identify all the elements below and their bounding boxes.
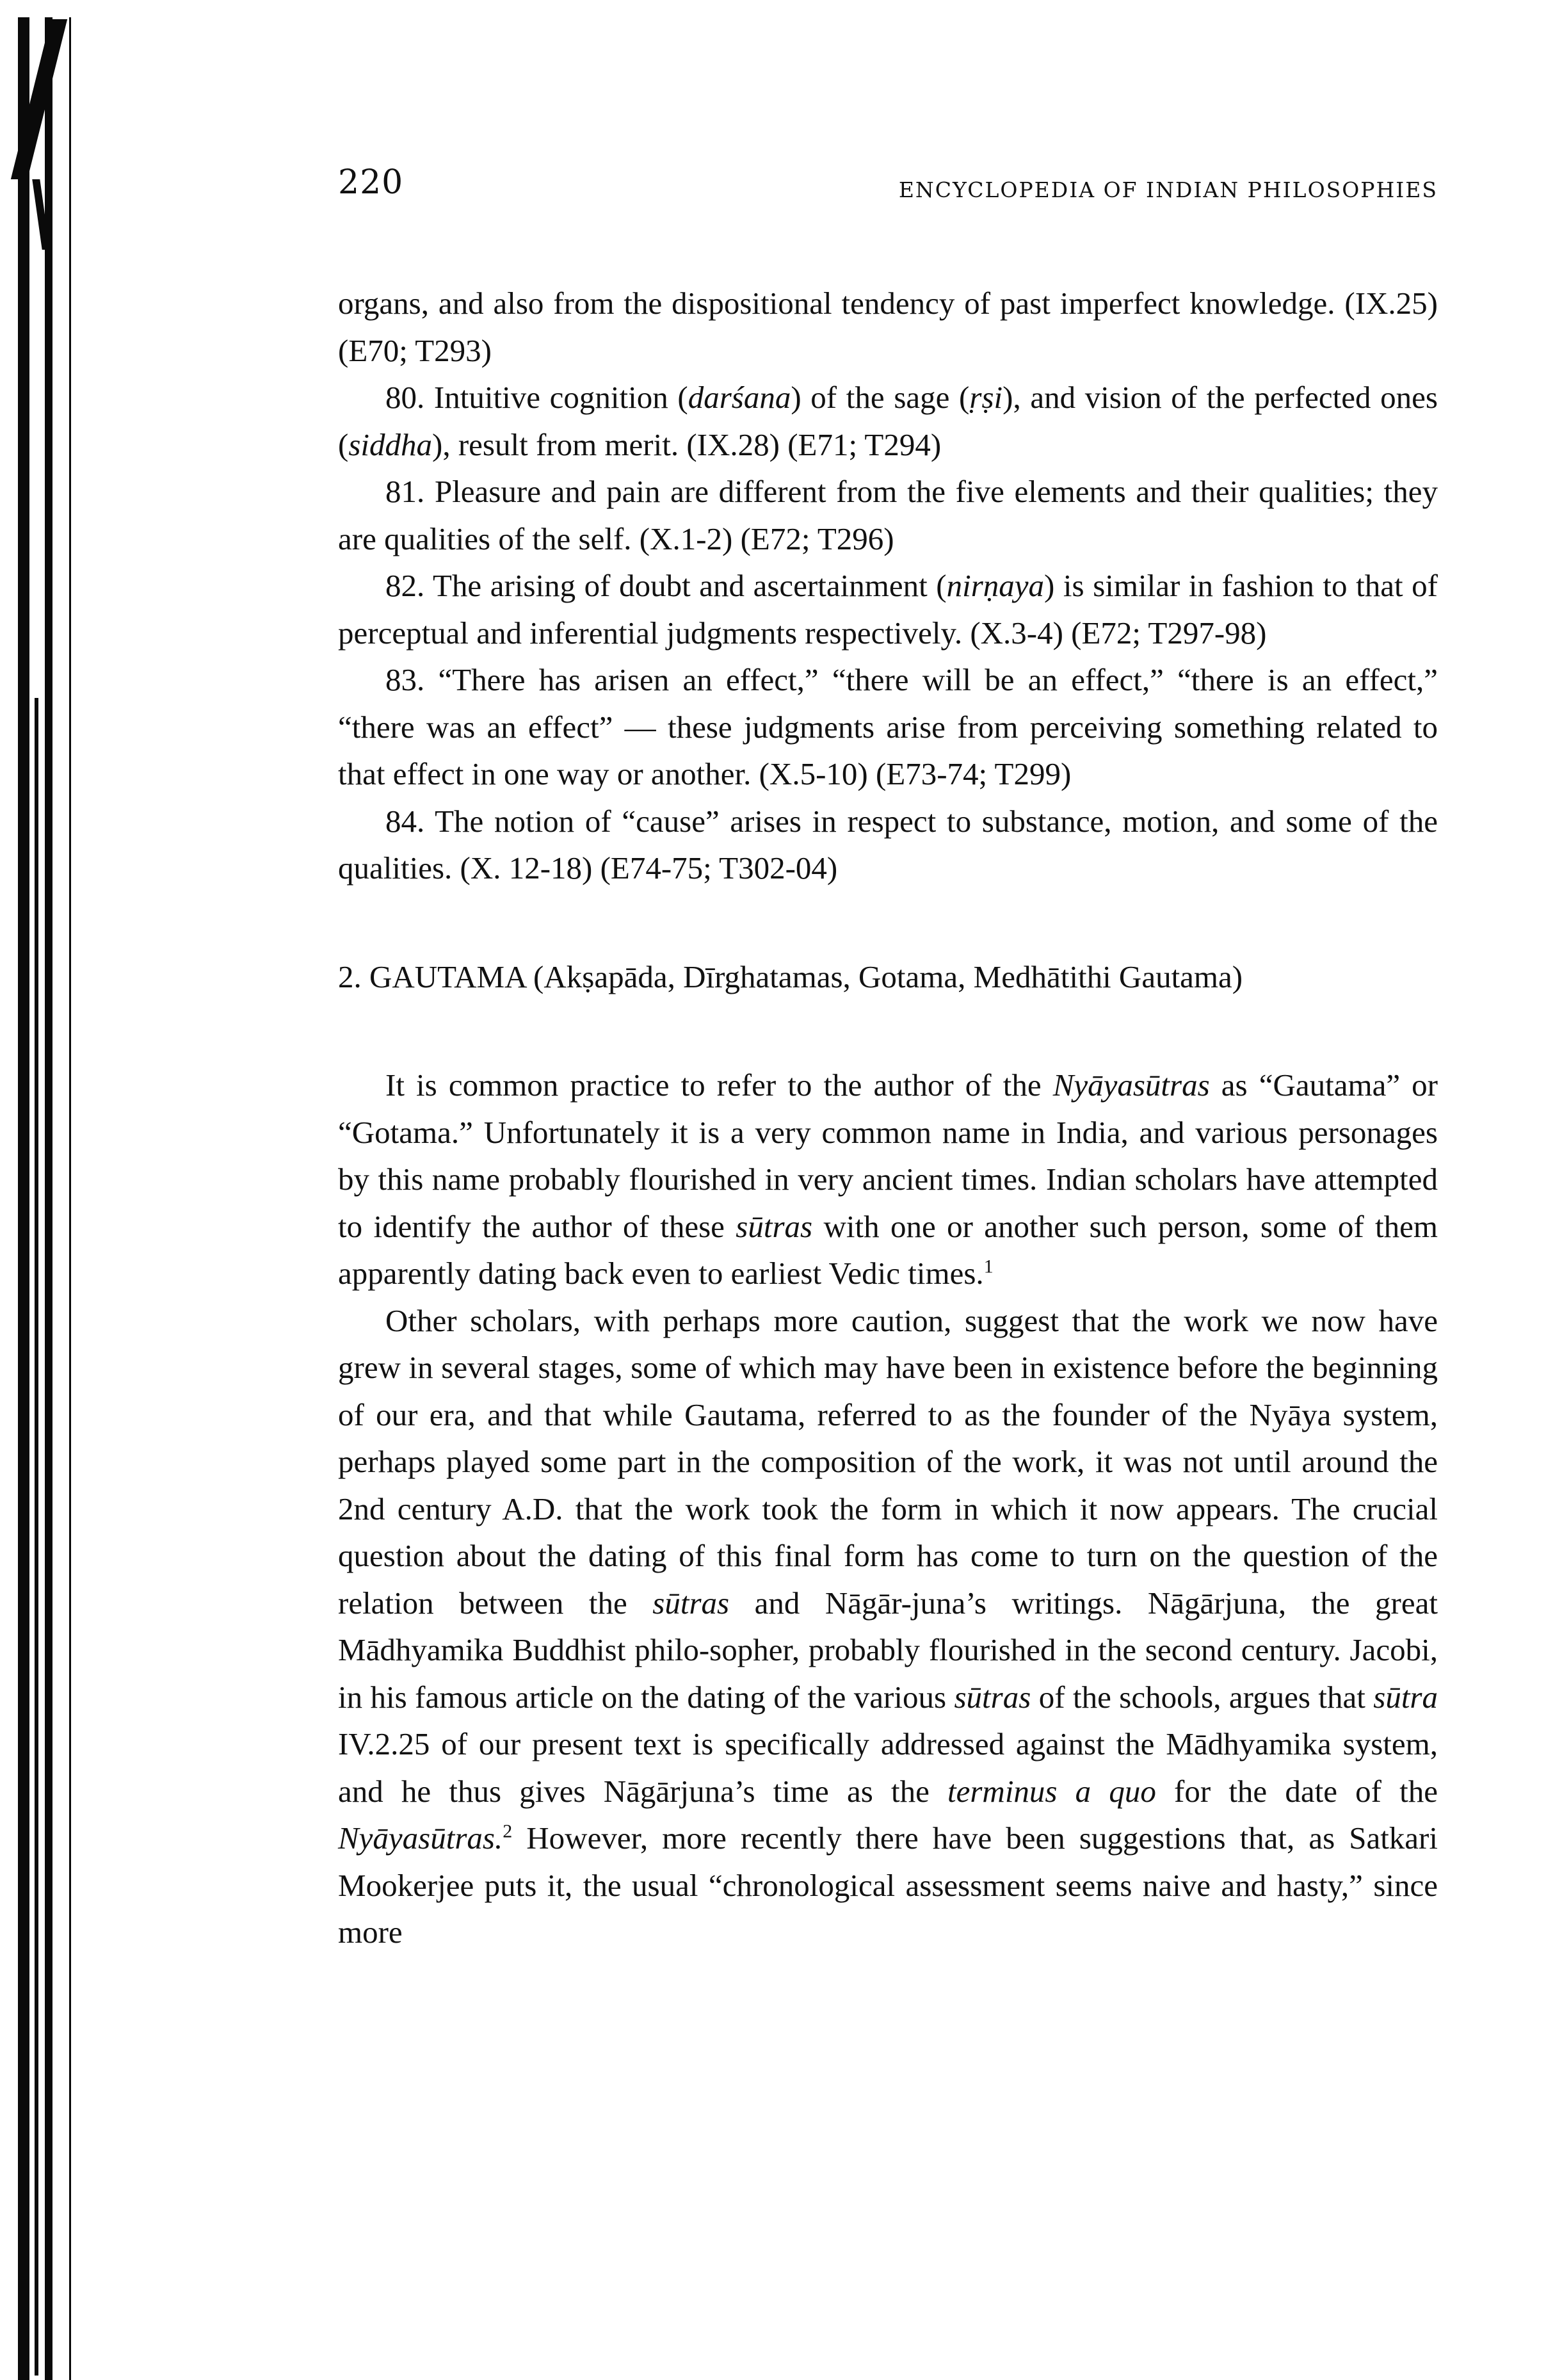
text-run: for the date of the [1155,1773,1438,1809]
footnote-ref[interactable]: 1 [983,1256,994,1277]
item-number: 82. [385,568,425,603]
text-run: The notion of “cause” arises in respect to substance, motion, and some of the qualities. (X. 12-18) (E74-75; T302-04) [338,803,1438,886]
italic-term: nirṇaya [946,568,1045,603]
text-run: “There has arisen an effect,” “there will be an effect,” “there is an effect,” “there was an effect” — these judgments arise from perceiving something related to that effect in one way or another. (X.5-10) (E73-74; T299) [338,662,1438,791]
continuation-paragraph: organs, and also from the dispositional tendency of past imperfect knowledge. (IX.25) (E70; T293) [338,286,1438,368]
paragraph [338,1062,1438,1297]
text-run: with one or another such person, some of them apparently dating back even to earliest Vedic times. [338,1208,1438,1291]
text-run: It is common practice to refer to the author of the [385,1067,1053,1103]
text-run: The arising of doubt and ascertainment ( [424,568,947,603]
italic-term: sūtras [954,1679,1031,1715]
item-number: 80. [385,380,425,415]
page-number: 220 [338,163,404,202]
running-title: ENCYCLOPEDIA OF INDIAN PHILOSOPHIES [898,177,1438,202]
italic-term: sūtras [736,1208,813,1244]
italic-term: terminus a quo [947,1773,1156,1809]
numbered-item [338,798,1438,892]
binding-shadow [35,698,38,2376]
numbered-item [338,468,1438,562]
italic-term: sūtra [1373,1679,1438,1715]
item-number: 83. [385,662,425,697]
italic-term: darśana [688,380,791,415]
text-run: ), and vision of the perfected ones ( [338,380,1438,462]
italic-term: sūtras [652,1585,730,1621]
binding-shadow [18,17,29,2380]
binding-shadow [69,17,71,2380]
italic-term: Nyāyasūtras. [338,1820,503,1856]
item-number: 84. [385,803,425,839]
text-run: as “Gautama” or “Gotama.” Unfortunately it is a very common name in India, and various personages by this name probably flourished in very ancient times. Indian scholars have attempted to identify the author of these [338,1067,1438,1244]
text-run: and Nāgār-juna’s writings. Nāgārjuna, the great Mādhyamika Buddhist philo-sopher, probably flourished in the second century. Jacobi, in his famous article on the dating of the various [338,1585,1438,1715]
italic-term: ṛṣi [969,380,1003,415]
numbered-item [338,562,1438,656]
text-run: ), result from merit. (IX.28) (E71; T294) [432,426,942,462]
numbered-item [338,656,1438,798]
text-run: ) of the sage ( [791,380,970,415]
text-run: of the schools, argues that [1031,1679,1374,1715]
binding-shadow [45,17,52,2380]
section-heading: 2. GAUTAMA (Akṣapāda, Dīrghatamas, Gotama, Medhātithi Gautama) [338,959,1243,994]
italic-term: siddha [348,426,433,462]
body-text [338,280,1438,1956]
numbered-items [338,374,1438,892]
numbered-item [338,374,1438,468]
text-run: Pleasure and pain are different from the five elements and their qualities; they are qualities of the self. (X.1-2) (E72; T296) [338,474,1438,556]
running-head [338,163,1438,215]
book-page [338,163,1438,1956]
scan-binding-edge [0,0,83,2379]
paragraph [338,1297,1438,1956]
text-run: Intuitive cognition ( [424,380,688,415]
text-run: IV.2.25 of our present text is specifically addressed against the Mādhyamika system, and he thus gives Nāgārjuna’s time as the [338,1726,1438,1809]
text-run: Other scholars, with perhaps more caution, suggest that the work we now have grew in several stages, some of which may have been in existence before the beginning of our era, and that while Gautama, referred to as the founder of the Nyāya system, perhaps played some part in the composition of the work, it was not until around the 2nd century A.D. that the work took the form in which it now appears. The crucial question about the dating of this final form has come to turn on the question of the relation between the [338,1302,1438,1621]
section-body [338,1062,1438,1956]
text-run: ) is similar in fashion to that of perceptual and inferential judgments respectively. (X.3-4) (E72; T297-98) [338,568,1438,651]
text-run: However, more recently there have been suggestions that, as Satkari Mookerjee puts it, the usual “chronological assessment seems naive and hasty,” since more [338,1820,1438,1950]
footnote-ref[interactable]: 2 [503,1820,513,1842]
italic-term: Nyāyasūtras [1052,1067,1210,1103]
item-number: 81. [385,474,425,509]
